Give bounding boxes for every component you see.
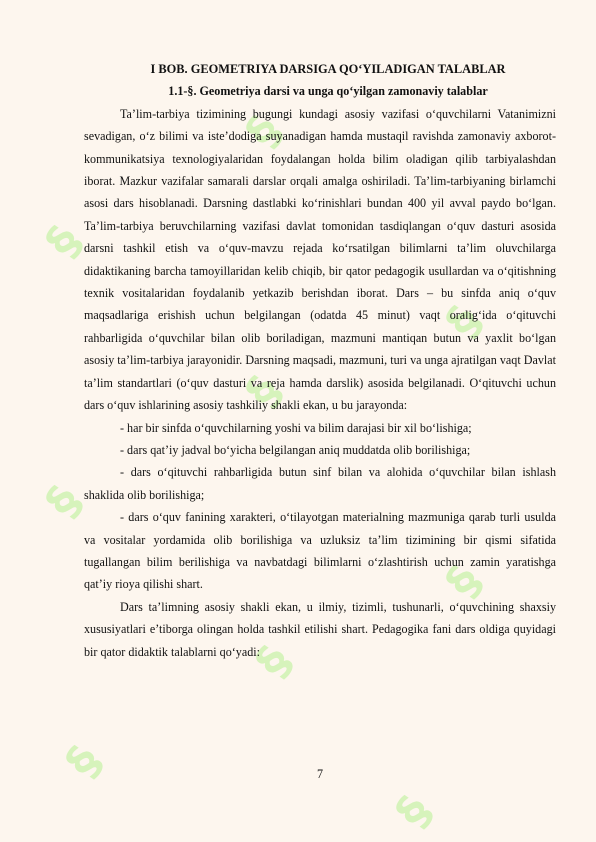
watermark-mark: §	[54, 736, 113, 787]
watermark-mark: §	[234, 106, 293, 157]
list-item: - dars o‘qituvchi rahbarligida butun sinf bilan va alohida o‘quvchilar bilan ishlash shaklida olib borilishiga;	[84, 465, 556, 502]
section-heading: 1.1-§. Geometriya darsi va unga qo‘yilgan zamonaviy talablar	[168, 84, 488, 99]
list-item: - dars qat’iy jadval bo‘yicha belgilangan aniq muddatda olib borilishiga;	[120, 442, 471, 457]
page-number: 7	[316, 767, 324, 781]
watermark-mark: §	[234, 366, 293, 417]
watermark-mark: §	[434, 296, 493, 347]
list-item: - dars o‘quv fanining xarakteri, o‘tilayotgan materialning mazmuniga qarab turli usulda va vositalar yordamida olib borilishiga va uzluksiz ta’lim tizimining bir qismi sifatida tugallangan bilim berilishiga va navbatdagi bilimlarni o‘zlashtirish uchun zamin yaratishga qat’iy rioya qilishi shart.	[84, 510, 556, 592]
watermark-mark: §	[34, 476, 93, 527]
watermark-mark: §	[244, 636, 303, 687]
list-item: - har bir sinfda o‘quvchilarning yoshi va bilim darajasi bir xil bo‘lishiga;	[120, 420, 472, 435]
paragraph: Dars ta’limning asosiy shakli ekan, u ilmiy, tizimli, tushunarli, o‘quvchining shaxsiy xususiyatlari e’tiborga olingan holda tashkil etilishi shart. Pedagogika fani dars oldiga quyidagi bir qator didaktik talablarni qo‘yadi:	[84, 599, 556, 659]
watermark-mark: §	[34, 216, 93, 267]
watermark-mark: §	[384, 786, 443, 837]
watermark-mark: §	[434, 556, 493, 607]
document-body	[84, 58, 556, 663]
chapter-heading: I BOB. GEOMETRIYA DARSIGA QO‘YILADIGAN TALABLAR	[150, 62, 506, 76]
paragraph: Ta’lim-tarbiya tizimining bugungi kundagi asosiy vazifasi o‘quvchilarni Vatanimizni sevadigan, o‘z bilimi va iste’dodiga suyanadigan hamda mustaqil ravishda zamonaviy axborot-kommunikatsiya texnologiyalaridan foydalangan holda bilim oladigan qilib tarbiyalashdan iborat. Mazkur vazifalar samarali darslar orqali amalga oshiriladi. Ta’lim-tarbiyaning birlamchi asosi dars hisoblanadi. Darsning dastlabki ko‘rinishlari bundan 400 yil avval paydo bo‘lgan. Ta’lim-tarbiya beruvchilarning vazifasi davlat tomonidan tasdiqlangan o‘quv dasturi asosida darsni tashkil etish va o‘quv-mavzu rejada ko‘rsatilgan bilimlarni ta’lim oluvchilarga didaktikaning barcha tamoyillaridan kelib chiqib, bir qator pedagogik usullardan va o‘qitishning texnik vositalaridan foydalanib yetkazib berishdan iborat. Dars – bu sinfda aniq o‘quv maqsadlariga erishish uchun belgilangan (odatda 45 minut) vaqt oralig‘ida o‘qituvchi rahbarligida o‘quvchilar bilan olib boriladigan, mazmuni mantiqan butun va yaxlit bo‘lgan asosiy ta’lim-tarbiya jarayonidir. Darsning maqsadi, mazmuni, turi va unga ajratilgan vaqt Davlat ta’lim standartlari (o‘quv dasturi va reja hamda darslik) asosida belgilanadi. O‘qituvchi uchun dars o‘quv ishlarining asosiy tashkiliy shakli ekan, u bu jarayonda:	[84, 106, 556, 413]
